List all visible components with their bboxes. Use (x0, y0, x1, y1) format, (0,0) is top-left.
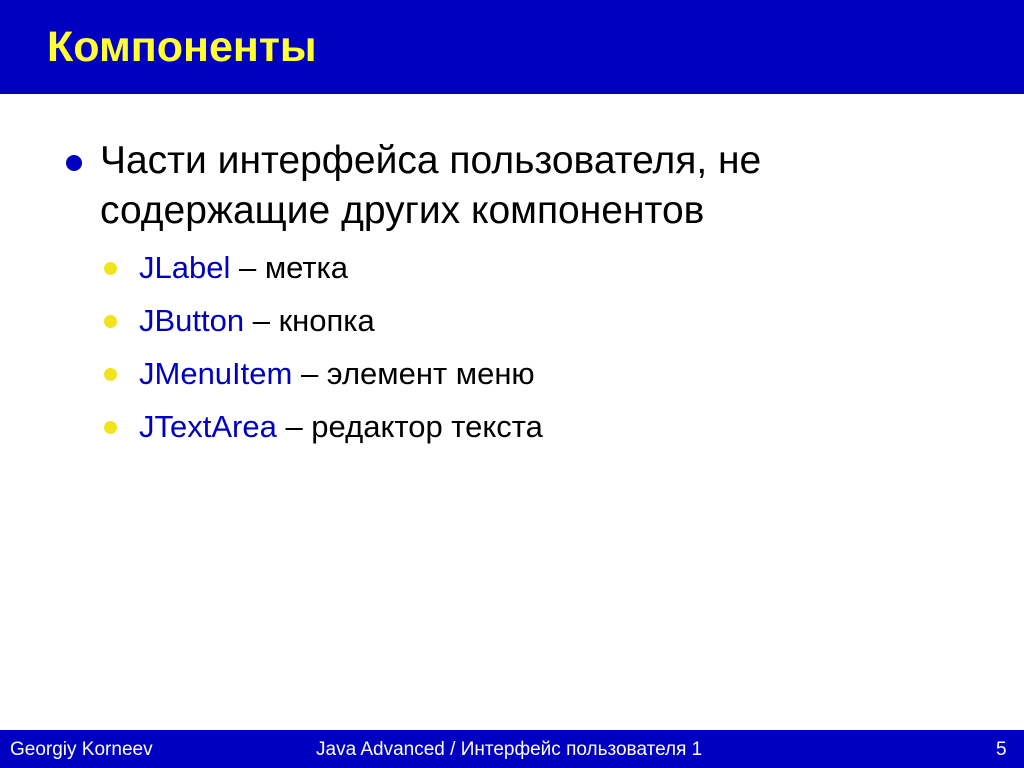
secondary-bullet-icon (104, 421, 117, 434)
component-description: – элемент меню (292, 356, 535, 391)
footer-course-title: Java Advanced / Интерфейс пользователя 1 (316, 739, 703, 760)
component-name: JLabel (139, 250, 231, 285)
secondary-bullet-icon (104, 262, 117, 275)
list-item-jtextarea (0, 407, 1024, 447)
list-item-text (139, 354, 535, 394)
component-description: – кнопка (244, 303, 375, 338)
footer-author: Georgiy Korneev (10, 739, 153, 760)
component-description: – метка (230, 250, 349, 285)
list-item-jlabel (0, 248, 1024, 288)
secondary-bullet-icon (104, 368, 117, 381)
component-description: – редактор текста (276, 409, 543, 444)
list-item-text (139, 301, 375, 341)
primary-bullet-text: Части интерфейса пользователя, не содержащие других компонентов (100, 139, 762, 232)
footer-bar (0, 730, 1024, 768)
slide-title: Компоненты (47, 23, 317, 71)
list-item-text (139, 248, 348, 288)
list-item-text (139, 407, 543, 447)
secondary-bullet-icon (104, 315, 117, 328)
list-item-jmenuitem (0, 354, 1024, 394)
component-name: JMenuItem (139, 356, 293, 391)
list-item-jbutton (0, 301, 1024, 341)
page-number: 5 (996, 739, 1007, 760)
component-name: JTextArea (139, 409, 277, 444)
primary-bullet-icon (66, 155, 82, 171)
component-name: JButton (139, 303, 245, 338)
